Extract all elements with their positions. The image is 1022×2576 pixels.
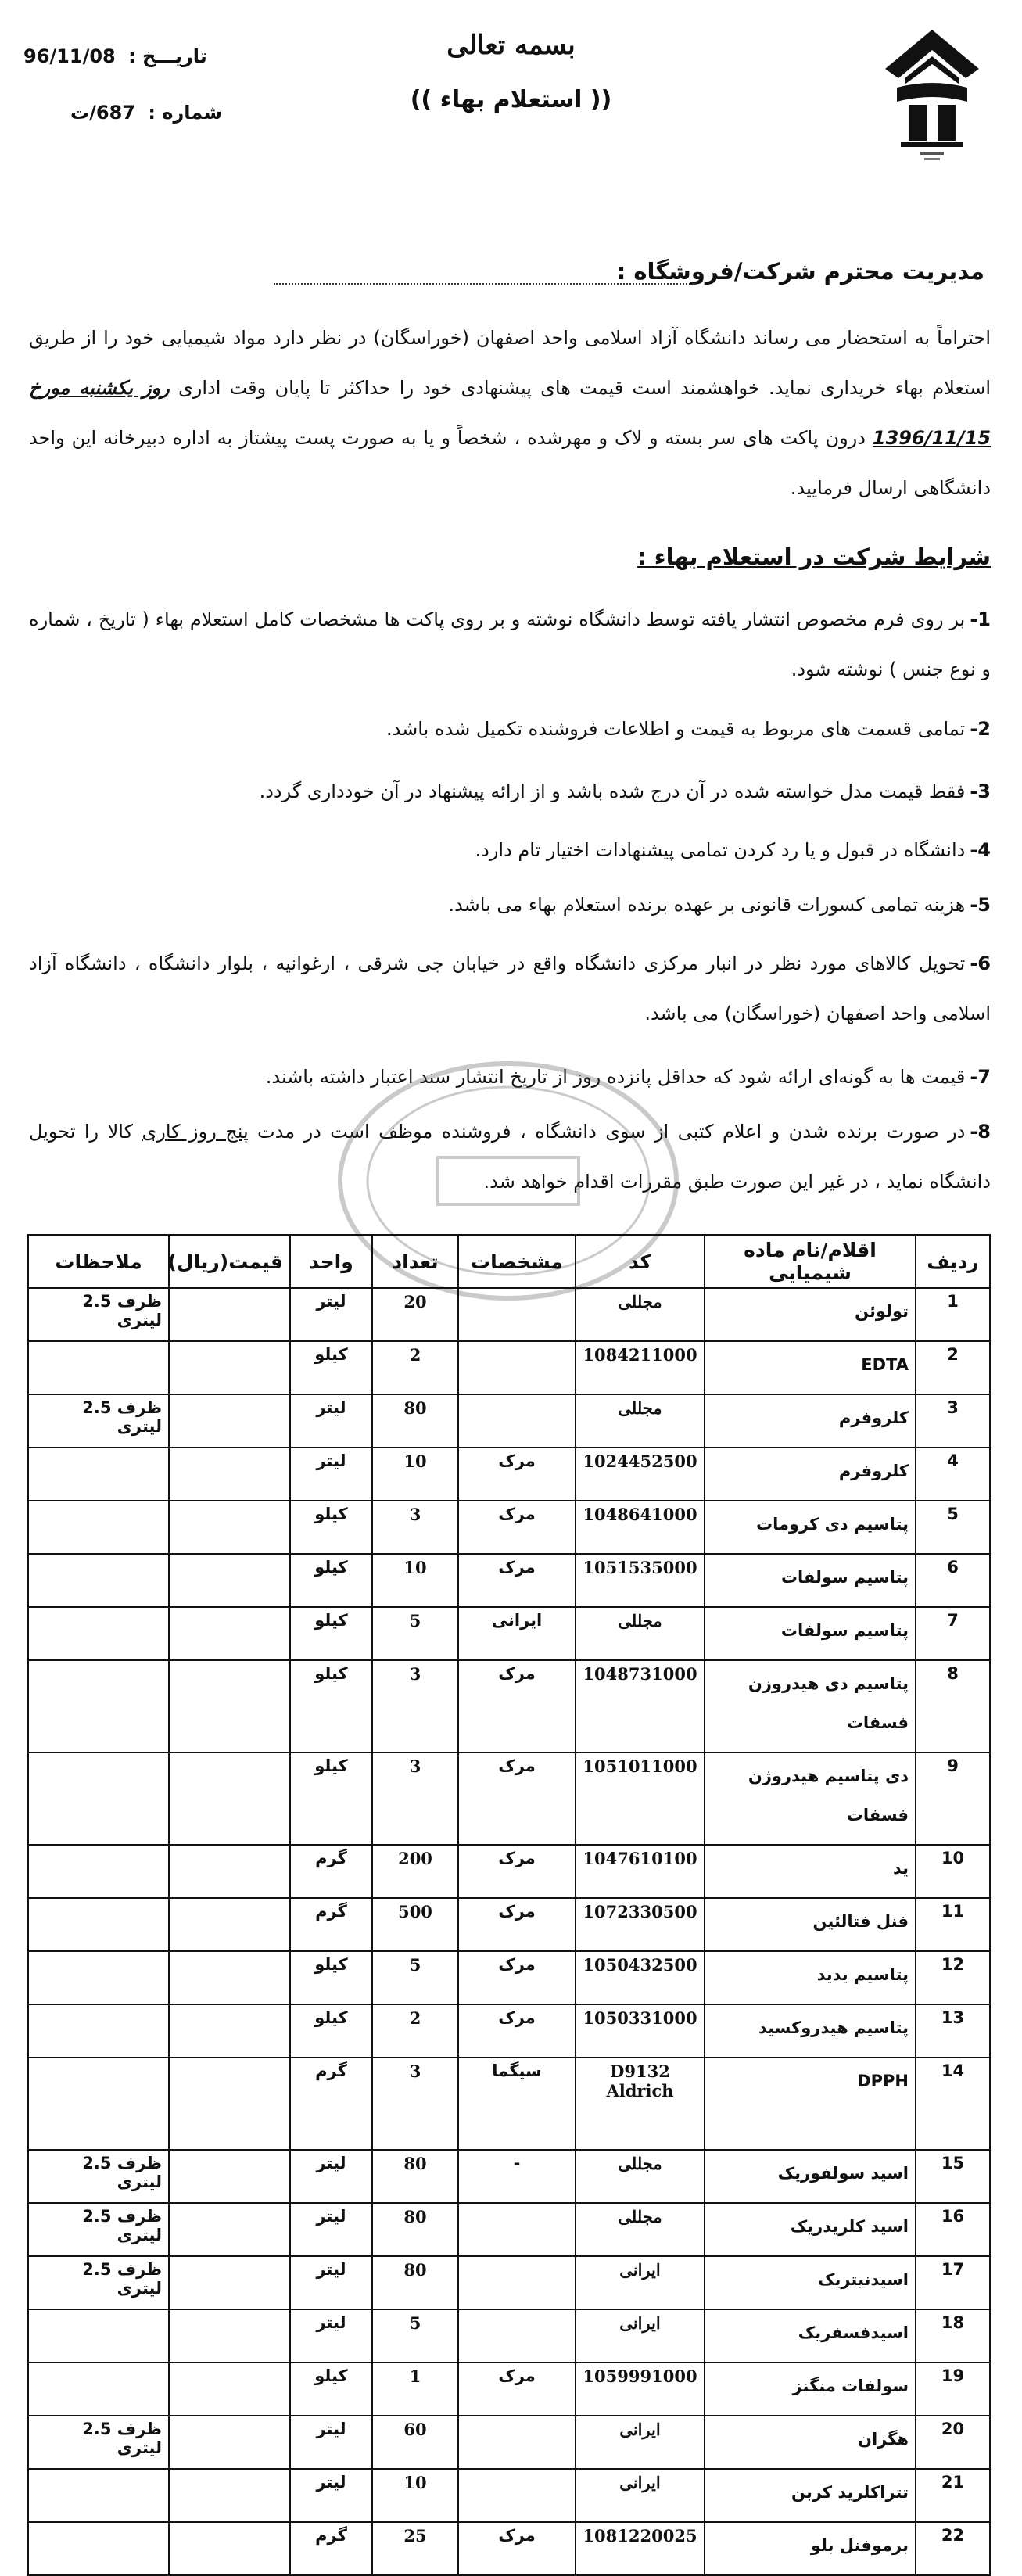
condition-4 — [29, 825, 991, 875]
number-label: شماره : — [148, 102, 222, 124]
cell-spec — [458, 2256, 576, 2309]
cell-code: 1059991000 — [576, 2363, 705, 2416]
cell-price — [169, 1288, 290, 1341]
cell-notes — [28, 1341, 169, 1394]
table-row — [28, 2363, 990, 2416]
header-item-name: اقلام/نام ماده شیمیایی — [705, 1235, 916, 1288]
cell-unit: گرم — [290, 2522, 372, 2575]
cell-spec — [458, 2203, 576, 2256]
table-row — [28, 1341, 990, 1394]
cell-unit: کیلو — [290, 1341, 372, 1394]
bismillah-heading: بسمه تعالی — [446, 30, 576, 61]
date-label: تاریـــخ : — [128, 45, 207, 67]
cell-quantity: 10 — [372, 1554, 458, 1607]
cell-unit: گرم — [290, 1845, 372, 1898]
cell-code: 1050331000 — [576, 2004, 705, 2058]
cell-item-name: تتراکلرید کربن — [705, 2469, 916, 2522]
cell-quantity: 5 — [372, 1607, 458, 1660]
header-code: کد — [576, 1235, 705, 1288]
condition-text: تحویل کالاهای مورد نظر در انبار مرکزی دانشگاه واقع در خیابان جی شرقی ، ارغوانیه ، بلوار دانشگاه ، دانشگاه آزاد اسلامی واحد اصفهان (خوراسگان) می باشد. — [29, 953, 991, 1024]
cell-notes — [28, 1845, 169, 1898]
cell-row-number: 3 — [916, 1394, 990, 1448]
cell-spec: مرک — [458, 1660, 576, 1753]
header-row-number: ردیف — [916, 1235, 990, 1288]
cell-code: ایرانی — [576, 2256, 705, 2309]
cell-price — [169, 1341, 290, 1394]
condition-number: 7- — [970, 1066, 991, 1088]
cell-unit: لیتر — [290, 2309, 372, 2363]
condition-number: 5- — [970, 894, 991, 916]
cell-code: 1047610100 — [576, 1845, 705, 1898]
condition-text: فقط قیمت مدل خواسته شده در آن درج شده باشد و از ارائه پیشنهاد در آن خودداری گردد. — [259, 780, 966, 802]
condition-text: تمامی قسمت های مربوط به قیمت و اطلاعات فروشنده تکمیل شده باشد. — [385, 718, 966, 740]
cell-code: 1084211000 — [576, 1341, 705, 1394]
cell-code: مجللی — [576, 1394, 705, 1448]
condition-text: هزینه تمامی کسورات قانونی بر عهده برنده استعلام بهاء می باشد. — [448, 894, 966, 916]
cell-notes — [28, 2058, 169, 2150]
cell-row-number: 14 — [916, 2058, 990, 2150]
table-row — [28, 1607, 990, 1660]
cell-notes: ظرف 2.5 لیتری — [28, 1288, 169, 1341]
cell-quantity: 3 — [372, 1501, 458, 1554]
table-row — [28, 2309, 990, 2363]
cell-quantity: 3 — [372, 1660, 458, 1753]
table-row — [28, 2416, 990, 2469]
cell-spec: مرک — [458, 1501, 576, 1554]
cell-quantity: 20 — [372, 1288, 458, 1341]
cell-price — [169, 2203, 290, 2256]
document-title: (( استعلام بهاء )) — [410, 86, 612, 113]
cell-code: مجللی — [576, 1607, 705, 1660]
cell-notes: ظرف 2.5 لیتری — [28, 2256, 169, 2309]
cell-row-number: 8 — [916, 1660, 990, 1753]
date-value: 96/11/08 — [23, 45, 116, 67]
cell-spec: مرک — [458, 1448, 576, 1501]
cell-notes — [28, 2363, 169, 2416]
cell-notes — [28, 2309, 169, 2363]
cell-unit: کیلو — [290, 1554, 372, 1607]
cell-code: مجللی — [576, 2203, 705, 2256]
cell-price — [169, 1394, 290, 1448]
cell-quantity: 3 — [372, 2058, 458, 2150]
cell-unit: لیتر — [290, 1448, 372, 1501]
cell-spec — [458, 1341, 576, 1394]
table-row — [28, 1660, 990, 1753]
cell-code: 1072330500 — [576, 1898, 705, 1951]
cell-quantity: 80 — [372, 2150, 458, 2203]
cell-price — [169, 2309, 290, 2363]
cell-notes: ظرف 2.5 لیتری — [28, 1394, 169, 1448]
table-row — [28, 2150, 990, 2203]
cell-price — [169, 1753, 290, 1845]
cell-price — [169, 2004, 290, 2058]
cell-price — [169, 2416, 290, 2469]
condition-text: کالا را تحویل دانشگاه نماید ، در غیر این صورت طبق مقررات اقدام خواهد شد. — [29, 1121, 991, 1193]
deadline-text: روز یکشنبه مورخ 1396/11/15 — [29, 377, 992, 449]
cell-item-name: اسیدفسفریک — [705, 2309, 916, 2363]
header-spec: مشخصات — [458, 1235, 576, 1288]
cell-unit: کیلو — [290, 1607, 372, 1660]
cell-spec — [458, 2309, 576, 2363]
table-row — [28, 2203, 990, 2256]
cell-spec: مرک — [458, 1951, 576, 2004]
cell-row-number: 17 — [916, 2256, 990, 2309]
condition-number: 4- — [970, 839, 991, 861]
cell-quantity: 2 — [372, 2004, 458, 2058]
cell-item-name: پتاسیم هیدروکسید — [705, 2004, 916, 2058]
date-field — [23, 45, 281, 67]
cell-quantity: 1 — [372, 2363, 458, 2416]
header-unit: واحد — [290, 1235, 372, 1288]
cell-unit: کیلو — [290, 1951, 372, 2004]
cell-row-number: 20 — [916, 2416, 990, 2469]
cell-unit: کیلو — [290, 1501, 372, 1554]
cell-item-name: دی پتاسیم هیدروژن فسفات — [705, 1753, 916, 1845]
cell-item-name: اسید سولفوریک — [705, 2150, 916, 2203]
cell-unit: کیلو — [290, 2363, 372, 2416]
cell-quantity: 5 — [372, 2309, 458, 2363]
cell-row-number: 19 — [916, 2363, 990, 2416]
cell-unit: لیتر — [290, 2203, 372, 2256]
cell-unit: کیلو — [290, 1753, 372, 1845]
cell-code: 1024452500 — [576, 1448, 705, 1501]
cell-item-name: فنل فتالئین — [705, 1898, 916, 1951]
condition-2 — [29, 704, 991, 754]
cell-row-number: 4 — [916, 1448, 990, 1501]
cell-price — [169, 1448, 290, 1501]
table-row — [28, 2004, 990, 2058]
number-value: 687/ت — [70, 102, 135, 124]
cell-notes — [28, 1753, 169, 1845]
cell-item-name: پتاسیم یدید — [705, 1951, 916, 2004]
cell-price — [169, 2363, 290, 2416]
cell-unit: گرم — [290, 1898, 372, 1951]
cell-spec — [458, 2469, 576, 2522]
intro-text-1: احتراماً به استحضار می رساند دانشگاه آزاد اسلامی واحد اصفهان (خوراسگان) در نظر دارد مواد شیمیایی خود را از طریق استعلام بهاء خریداری نماید. خواهشمند است قیمت های پیشنهادی خود را حداکثر تا پایان وقت اداری — [29, 327, 992, 399]
table-row — [28, 2256, 990, 2309]
addressee-heading: مدیریت محترم شرکت/فروشگاه : — [616, 258, 984, 285]
table-row — [28, 1448, 990, 1501]
cell-spec: مرک — [458, 1845, 576, 1898]
cell-price — [169, 2150, 290, 2203]
header-notes: ملاحظات — [28, 1235, 169, 1288]
cell-spec — [458, 1288, 576, 1341]
cell-item-name: برموفنل بلو — [705, 2522, 916, 2575]
header-quantity: تعداد — [372, 1235, 458, 1288]
cell-price — [169, 1660, 290, 1753]
cell-price — [169, 2522, 290, 2575]
cell-code: D9132 Aldrich — [576, 2058, 705, 2150]
cell-code: مجللی — [576, 1288, 705, 1341]
cell-spec: ایرانی — [458, 1607, 576, 1660]
table-row — [28, 1845, 990, 1898]
cell-row-number: 9 — [916, 1753, 990, 1845]
condition-1 — [29, 594, 991, 694]
cell-price — [169, 1501, 290, 1554]
condition-text: دانشگاه در قبول و یا رد کردن تمامی پیشنهادات اختیار تام دارد. — [475, 839, 966, 861]
cell-spec: مرک — [458, 1898, 576, 1951]
table-row — [28, 1898, 990, 1951]
table-row — [28, 2522, 990, 2575]
cell-spec: مرک — [458, 2522, 576, 2575]
cell-notes — [28, 2469, 169, 2522]
cell-quantity: 80 — [372, 2203, 458, 2256]
cell-notes — [28, 1501, 169, 1554]
cell-price — [169, 2469, 290, 2522]
cell-spec: مرک — [458, 1753, 576, 1845]
cell-quantity: 25 — [372, 2522, 458, 2575]
cell-notes — [28, 1554, 169, 1607]
cell-spec — [458, 1394, 576, 1448]
table-row — [28, 1501, 990, 1554]
cell-quantity: 2 — [372, 1341, 458, 1394]
cell-unit: کیلو — [290, 2004, 372, 2058]
condition-number: 6- — [970, 953, 991, 974]
cell-item-name: تولوئن — [705, 1288, 916, 1341]
table-header-row — [28, 1235, 990, 1288]
cell-row-number: 6 — [916, 1554, 990, 1607]
cell-quantity: 60 — [372, 2416, 458, 2469]
cell-item-name: پتاسیم دی کرومات — [705, 1501, 916, 1554]
cell-item-name: هگزان — [705, 2416, 916, 2469]
cell-notes: ظرف 2.5 لیتری — [28, 2203, 169, 2256]
header-price: قیمت(ریال) — [169, 1235, 290, 1288]
cell-item-name: سولفات منگنز — [705, 2363, 916, 2416]
table-row — [28, 1554, 990, 1607]
cell-price — [169, 1607, 290, 1660]
condition-number: 2- — [970, 718, 991, 740]
cell-unit: کیلو — [290, 1660, 372, 1753]
cell-spec: - — [458, 2150, 576, 2203]
cell-item-name: EDTA — [705, 1341, 916, 1394]
cell-item-name: پتاسیم سولفات — [705, 1554, 916, 1607]
cell-row-number: 13 — [916, 2004, 990, 2058]
cell-notes — [28, 2004, 169, 2058]
condition-number: 8- — [970, 1121, 991, 1143]
cell-notes — [28, 1951, 169, 2004]
cell-price — [169, 1845, 290, 1898]
conditions-title: شرایط شرکت در استعلام بهاء : — [637, 544, 991, 570]
cell-notes — [28, 1660, 169, 1753]
cell-row-number: 5 — [916, 1501, 990, 1554]
table-row — [28, 1753, 990, 1845]
cell-spec: سیگما — [458, 2058, 576, 2150]
cell-row-number: 2 — [916, 1341, 990, 1394]
cell-item-name: کلروفرم — [705, 1394, 916, 1448]
cell-code: ایرانی — [576, 2416, 705, 2469]
condition-text: قیمت ها به گونه‌ای ارائه شود که حداقل پانزده روز از تاریخ انتشار سند اعتبار داشته باشند. — [265, 1066, 966, 1088]
cell-item-name: پتاسیم سولفات — [705, 1607, 916, 1660]
cell-code: ایرانی — [576, 2469, 705, 2522]
condition-text: بر روی فرم مخصوص انتشار یافته توسط دانشگاه نوشته و بر روی پاکت ها مشخصات کامل استعلام بهاء ( تاریخ ، شماره و نوع جنس ) نوشته شود. — [29, 608, 991, 680]
addressee-blank-line — [274, 283, 696, 285]
cell-unit: لیتر — [290, 1288, 372, 1341]
cell-notes — [28, 2522, 169, 2575]
cell-quantity: 10 — [372, 2469, 458, 2522]
cell-price — [169, 1554, 290, 1607]
condition-number: 3- — [970, 780, 991, 802]
cell-quantity: 5 — [372, 1951, 458, 2004]
table-row — [28, 2058, 990, 2150]
cell-quantity: 500 — [372, 1898, 458, 1951]
cell-row-number: 1 — [916, 1288, 990, 1341]
cell-row-number: 18 — [916, 2309, 990, 2363]
cell-row-number: 16 — [916, 2203, 990, 2256]
cell-unit: لیتر — [290, 2469, 372, 2522]
cell-quantity: 3 — [372, 1753, 458, 1845]
cell-unit: گرم — [290, 2058, 372, 2150]
cell-price — [169, 2058, 290, 2150]
condition-3 — [29, 766, 991, 816]
cell-price — [169, 1951, 290, 2004]
condition-underlined-text: پنج روز کاری — [142, 1121, 249, 1143]
cell-notes — [28, 1607, 169, 1660]
cell-item-name: DPPH — [705, 2058, 916, 2150]
cell-notes — [28, 1448, 169, 1501]
cell-row-number: 11 — [916, 1898, 990, 1951]
cell-price — [169, 1898, 290, 1951]
cell-notes: ظرف 2.5 لیتری — [28, 2416, 169, 2469]
number-field — [70, 102, 274, 124]
cell-code: ایرانی — [576, 2309, 705, 2363]
condition-number: 1- — [970, 608, 991, 630]
cell-row-number: 15 — [916, 2150, 990, 2203]
intro-paragraph — [29, 313, 991, 513]
cell-unit: لیتر — [290, 2416, 372, 2469]
condition-5 — [29, 880, 991, 930]
table-row — [28, 1951, 990, 2004]
cell-unit: لیتر — [290, 2256, 372, 2309]
cell-notes — [28, 1898, 169, 1951]
chemicals-table — [27, 1234, 991, 2576]
cell-item-name: اسید کلریدریک — [705, 2203, 916, 2256]
cell-code: 1051011000 — [576, 1753, 705, 1845]
cell-row-number: 21 — [916, 2469, 990, 2522]
cell-quantity: 10 — [372, 1448, 458, 1501]
cell-quantity: 200 — [372, 1845, 458, 1898]
cell-code: 1051535000 — [576, 1554, 705, 1607]
cell-spec: مرک — [458, 2363, 576, 2416]
cell-price — [169, 2256, 290, 2309]
table-row — [28, 1288, 990, 1341]
cell-unit: لیتر — [290, 1394, 372, 1448]
cell-row-number: 12 — [916, 1951, 990, 2004]
condition-text: در صورت برنده شدن و اعلام کتبی از سوی دانشگاه ، فروشنده موظف است در مدت — [257, 1121, 966, 1143]
cell-unit: لیتر — [290, 2150, 372, 2203]
cell-item-name: ید — [705, 1845, 916, 1898]
cell-code: مجللی — [576, 2150, 705, 2203]
cell-quantity: 80 — [372, 2256, 458, 2309]
intro-text-2: درون پاکت های سر بسته و لاک و مهرشده ، شخصاً و یا به صورت پست پیشتاز به اداره دبیرخانه این واحد دانشگاهی ارسال فرمایید. — [29, 427, 991, 499]
cell-row-number: 7 — [916, 1607, 990, 1660]
cell-quantity: 80 — [372, 1394, 458, 1448]
cell-notes: ظرف 2.5 لیتری — [28, 2150, 169, 2203]
cell-item-name: اسیدنیتریک — [705, 2256, 916, 2309]
condition-6 — [29, 938, 991, 1039]
cell-spec — [458, 2416, 576, 2469]
cell-code: 1048641000 — [576, 1501, 705, 1554]
cell-code: 1081220025 — [576, 2522, 705, 2575]
cell-item-name: پتاسیم دی هیدروزن فسفات — [705, 1660, 916, 1753]
cell-row-number: 22 — [916, 2522, 990, 2575]
cell-spec: مرک — [458, 2004, 576, 2058]
table-row — [28, 1394, 990, 1448]
cell-code: 1050432500 — [576, 1951, 705, 2004]
cell-code: 1048731000 — [576, 1660, 705, 1753]
table-row — [28, 2469, 990, 2522]
cell-spec: مرک — [458, 1554, 576, 1607]
cell-item-name: کلروفرم — [705, 1448, 916, 1501]
cell-row-number: 10 — [916, 1845, 990, 1898]
